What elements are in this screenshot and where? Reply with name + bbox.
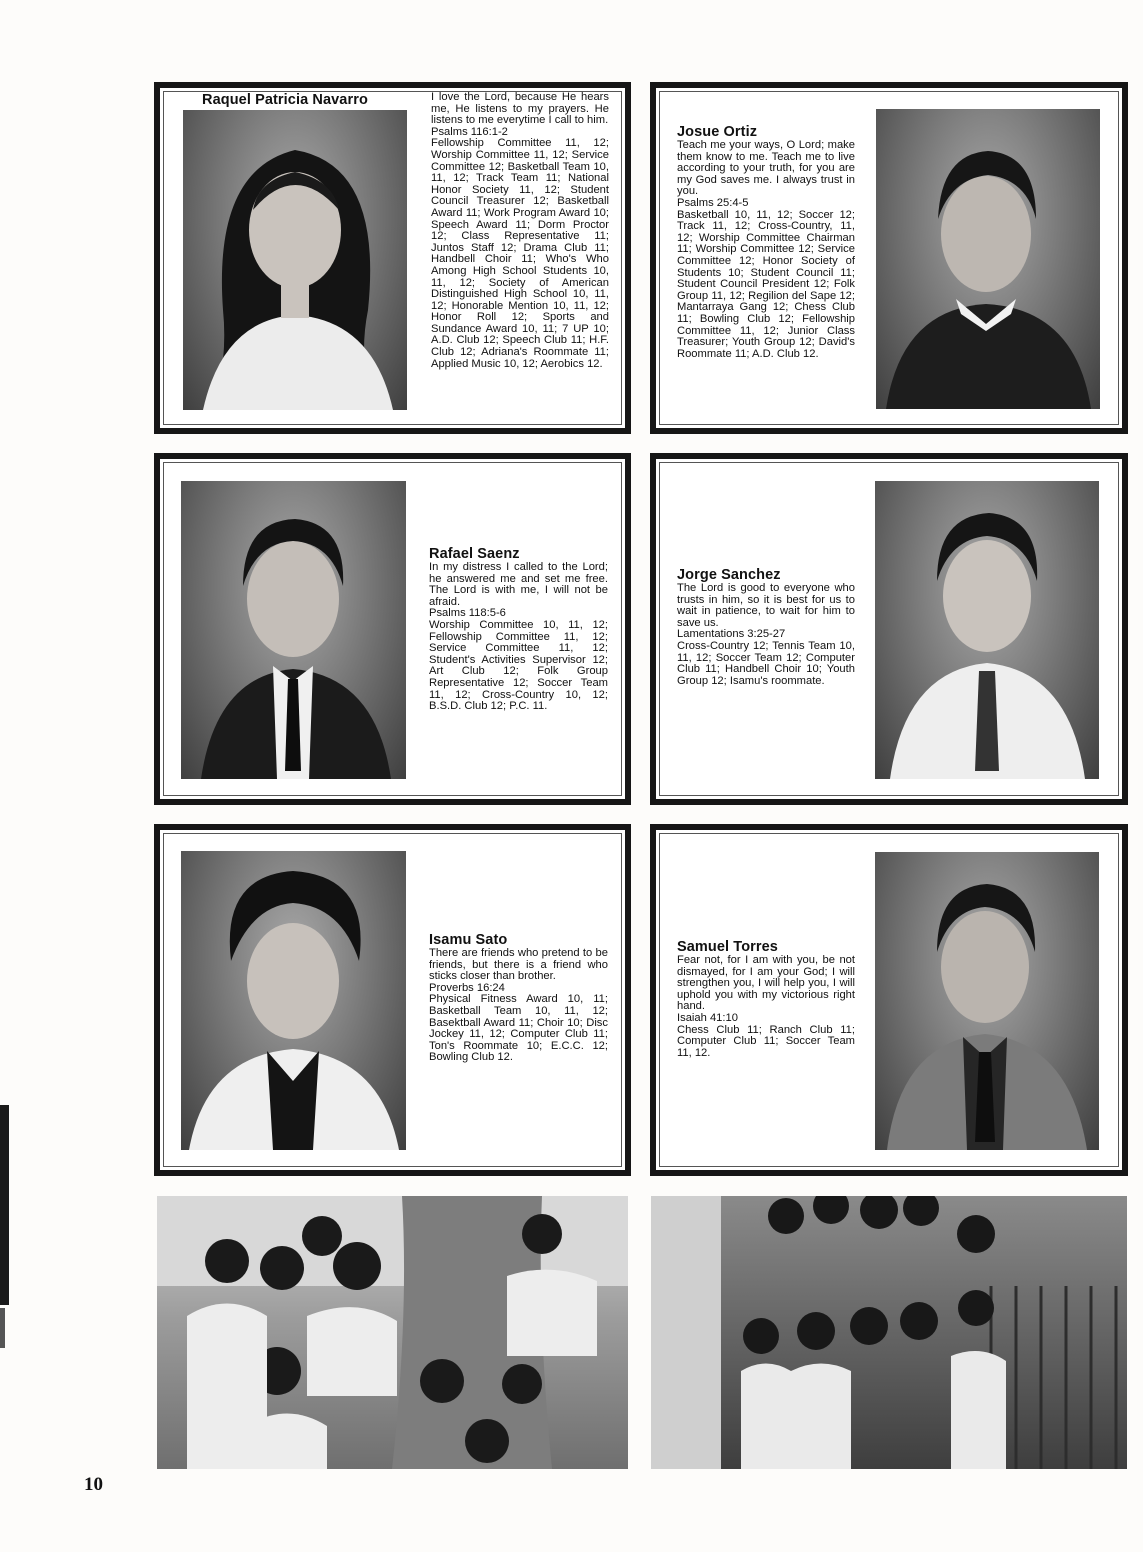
senior-card-torres — [650, 824, 1128, 1176]
group-photo-fence — [651, 1196, 1127, 1469]
senior-reference: Psalms 116:1-2 — [431, 125, 508, 138]
senior-verse: Teach me your ways, O Lord; make them know to me. Teach me to live according to your truth, for you are my God saves me. I always trust in you. — [677, 139, 855, 198]
senior-photo — [181, 481, 406, 779]
senior-reference: Isaiah 41:10 — [677, 1011, 738, 1024]
group-photo-graphic — [157, 1196, 628, 1469]
senior-bio — [429, 547, 608, 713]
page-edge-mark — [0, 1308, 5, 1348]
page-number: 10 — [84, 1474, 103, 1495]
senior-reference: Lamentations 3:25-27 — [677, 628, 786, 641]
senior-activities: Worship Committee 10, 11, 12; Fellowship Committee 11, 12; Service Committee 11, 12; Student's Activities Supervisor 12; Art Club 12; Folk Group Representative 12; Soccer Team 11, 12; Cross-Country 10, 12; B.S.D. Club 12; P.C. 11. — [429, 618, 608, 713]
senior-activities: Fellowship Committee 11, 12; Worship Committee 11, 12; Service Committee 12; Basketball Team 10, 11, 12; Track Team 11; National Honor Society 11, 12; Student Council Treasurer 12; Basketball Award 11; Work Program Award 10; Speech Award 11; Dorm Proctor 12; Class Representative 11; Juntos Staff 12; Drama Club 11; Handbell Choir 11; Who's Who Among High School Students 10, 11, 12; Society of American Distinguished High School 10, 11, 12; Honorable Mention 10, 11, 12; Honor Roll 12; Sports and Sundance Award 10, 11; 7 UP 10; A.D. Club 12; Speech Club 11; H.F. Club 12; Adriana's Roommate 11; Applied Music 10, 12; Aerobics 12. — [431, 137, 609, 370]
senior-photo — [181, 851, 406, 1150]
senior-card-saenz — [154, 453, 631, 805]
portrait-graphic — [183, 110, 407, 410]
group-photo-graphic — [651, 1196, 1127, 1469]
senior-verse: The Lord is good to everyone who trusts in him, so it is best for us to wait in patience, to wait for him to save us. — [677, 582, 855, 629]
senior-name: Jorge Sanchez — [677, 567, 781, 583]
senior-bio — [677, 125, 855, 360]
senior-activities: Cross-Country 12; Tennis Team 10, 11, 12; Soccer Team 12; Computer Club 11; Handbell Choir 10; Youth Group 12; Isamu's roommate. — [677, 639, 855, 687]
senior-bio — [429, 933, 608, 1064]
senior-verse: In my distress I called to the Lord; he answered me and set me free. The Lord is with me, I will not be afraid. — [429, 561, 608, 608]
senior-photo — [183, 110, 407, 410]
senior-reference: Psalms 118:5-6 — [429, 607, 506, 620]
senior-verse: There are friends who pretend to be friends, but there is a friend who sticks closer than brother. — [429, 947, 608, 983]
senior-reference: Psalms 25:4-5 — [677, 196, 749, 209]
portrait-graphic — [181, 851, 406, 1150]
senior-card-ortiz — [650, 82, 1128, 434]
senior-activities: Chess Club 11; Ranch Club 11; Computer Club 11; Soccer Team 11, 12. — [677, 1023, 855, 1059]
senior-photo — [876, 109, 1100, 409]
senior-reference: Proverbs 16:24 — [429, 981, 505, 994]
senior-card-sato — [154, 824, 631, 1176]
senior-activities: Physical Fitness Award 10, 11; Basketball Team 10, 11, 12; Basektball Award 11; Choir 10; Disc Jockey 11, 12; Computer Club 11; Ton's Roommate 10; E.C.C. 12; Bowling Club 12. — [429, 993, 608, 1064]
page-edge-mark — [0, 1105, 9, 1305]
senior-verse: I love the Lord, because He hears me, He listens to my prayers. He listens to me everytime I call to him. — [431, 91, 609, 127]
senior-card-sanchez — [650, 453, 1128, 805]
senior-photo — [875, 481, 1099, 779]
portrait-graphic — [875, 852, 1099, 1150]
senior-card-navarro — [154, 82, 631, 434]
senior-name: Isamu Sato — [429, 932, 508, 948]
senior-name: Samuel Torres — [677, 939, 778, 955]
senior-activities: Basketball 10, 11, 12; Soccer 12; Track 11, 12; Cross-Country, 11, 12; Worship Committee Chairman 11; Worship Committee 12; Service Committee 12; Honor Society of Students 10; Student Council 11; Student Council President 12; Folk Group 11, 12; Regilion del Sape 12; Mantarraya Gang 12; Chess Club 11; Bowling Club 12; Fellowship Committee 11, 12; Junior Class Treasurer; Youth Group 12; David's Roommate 11; A.D. Club 12. — [677, 208, 855, 360]
senior-bio — [677, 940, 855, 1059]
senior-name: Rafael Saenz — [429, 546, 520, 562]
senior-bio — [677, 568, 855, 687]
group-photo-tree — [157, 1196, 628, 1469]
senior-verse: Fear not, for I am with you, be not dismayed, for I am your God; I will strengthen you, I will help you, I will uphold you with my victorious right hand. — [677, 954, 855, 1013]
portrait-graphic — [875, 481, 1099, 779]
senior-name: Raquel Patricia Navarro — [202, 92, 368, 108]
portrait-graphic — [181, 481, 406, 779]
portrait-graphic — [876, 109, 1100, 409]
senior-bio — [431, 92, 609, 370]
senior-name: Josue Ortiz — [677, 124, 758, 140]
senior-photo — [875, 852, 1099, 1150]
